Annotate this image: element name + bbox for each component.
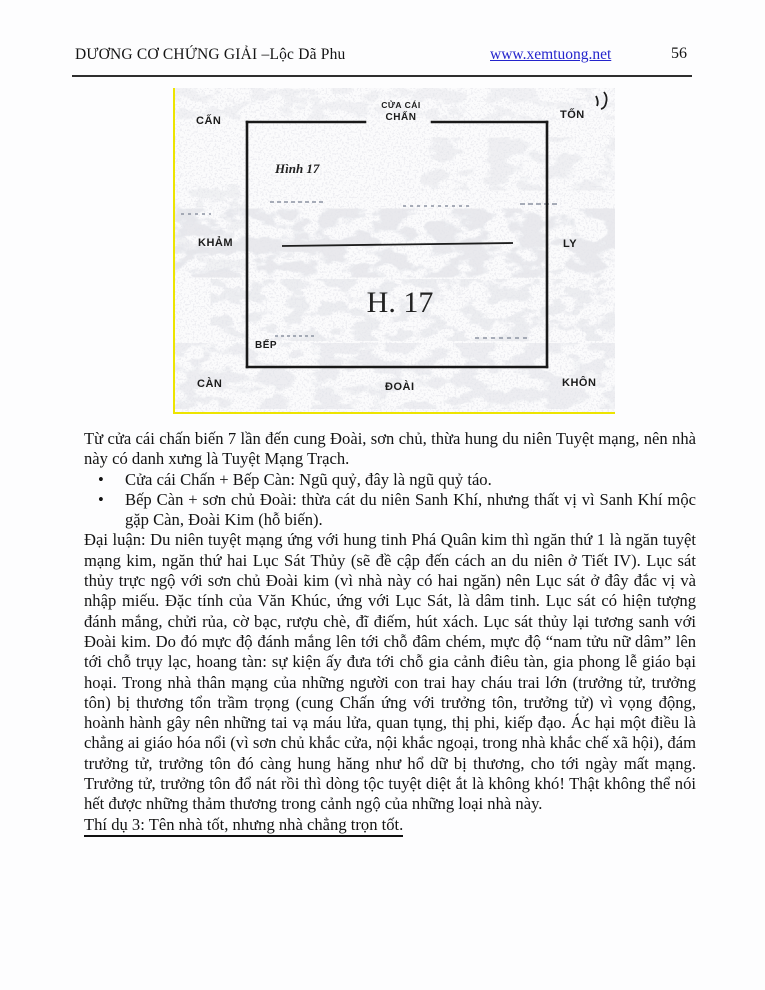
figure-number: H. 17 — [366, 286, 434, 319]
figure-caption: Hình 17 — [275, 161, 320, 176]
floorplan-diagram — [175, 88, 615, 412]
figure-label-can-top: CẤN — [196, 115, 222, 127]
figure-h17 — [173, 88, 615, 414]
list-item — [84, 490, 696, 531]
figure-label-khon: KHÔN — [562, 377, 597, 389]
body-text — [84, 429, 696, 837]
bullet-text: Bếp Càn + sơn chủ Đoài: thừa cát du niên Sanh Khí, nhưng thất vị vì Sanh Khí mộc gặp Càn, Đoài Kim (hỗ biến). — [125, 489, 696, 530]
paragraph-main: Đại luận: Du niên tuyệt mạng ứng với hung tinh Phá Quân kim thì ngăn thứ 1 là ngăn tuyệt mạng kim, ngăn thứ hai Lục Sát Thủy (sẽ đề cập đến cách an du niên ở Tiết IV). Lục sát thủy trực ngộ với sơn chủ Đoài kim (vì nhà này có hai ngăn) nên Lục sát ở đây đắc vị và nhập miếu. Đặc tính của Văn Khúc, ứng với Lục Sát, là dâm tinh. Lục sát có hiện tượng đánh mắng, chửi rủa, cờ bạc, rượu chè, đĩ điếm, hút xách. Lục sát thủy lại tương sanh với Đoài kim. Do đó mực độ đánh mắng lên tới chỗ đâm chém, mực độ “nam tửu nữ dâm” lên tới chỗ trụy lạc, hoang tàn: sự kiện ấy đưa tới chỗ gia cảnh điêu tàn, gia phong lễ giáo bại hoại. Trong nhà thân mạng của những người con trai hay cháu trai lớn (trưởng tử, trưởng tôn) bị thương tổn trầm trọng (cung Chấn ứng với trưởng tôn, trưởng tử) vì vọng động, hoành hành gây nên những tai vạ máu lửa, quan tụng, thị phi, kiếp đạo. Ác hại một điều là chẳng ai giáo hóa nổi (vì sơn chủ khắc cửa, nội khắc ngoại, trong nhà khắc chế xã hội), đám trưởng tử, trưởng tôn đó càng hung hăng như hổ dữ bị thương, cho tới ngày mất mạng. Trưởng tử, trưởng tôn đổ nát rồi thì dòng tộc tuyệt diệt ắt là không khó! Thật không thể nói hết được những thảm thương trong cảnh ngộ của những loại nhà này. — [84, 530, 696, 814]
figure-label-chan: CHẤN — [385, 112, 417, 123]
scan-noise-texture — [175, 88, 615, 412]
figure-label-kham: KHẢM — [198, 237, 233, 249]
bullet-text: Cửa cái Chấn + Bếp Càn: Ngũ quỷ, đây là ngũ quỷ táo. — [125, 469, 492, 489]
figure-label-ly: LY — [563, 238, 578, 250]
website-link[interactable]: www.xemtuong.net — [490, 46, 612, 63]
figure-label-bep: BẾP — [255, 340, 278, 351]
figure-label-doai: ĐOÀI — [385, 381, 415, 393]
paragraph-intro: Từ cửa cái chấn biến 7 lần đến cung Đoài, sơn chủ, thừa hung du niên Tuyệt mạng, nên nhà này có danh xưng là Tuyệt Mạng Trạch. — [84, 429, 696, 469]
bullet-icon: • — [98, 469, 104, 489]
bullet-icon: • — [98, 489, 104, 509]
page-title: DƯƠNG CƠ CHỨNG GIẢI –Lộc Dã Phu — [75, 46, 346, 63]
header-divider — [72, 75, 692, 77]
example-heading: Thí dụ 3: Tên nhà tốt, nhưng nhà chẳng trọn tốt. — [84, 815, 403, 837]
figure-label-ton: TỐN — [560, 109, 585, 121]
figure-label-can-bottom: CÀN — [197, 378, 223, 390]
page-number: 56 — [671, 45, 687, 62]
figure-label-door: CỬA CÁI — [381, 100, 421, 110]
list-item — [84, 470, 696, 490]
